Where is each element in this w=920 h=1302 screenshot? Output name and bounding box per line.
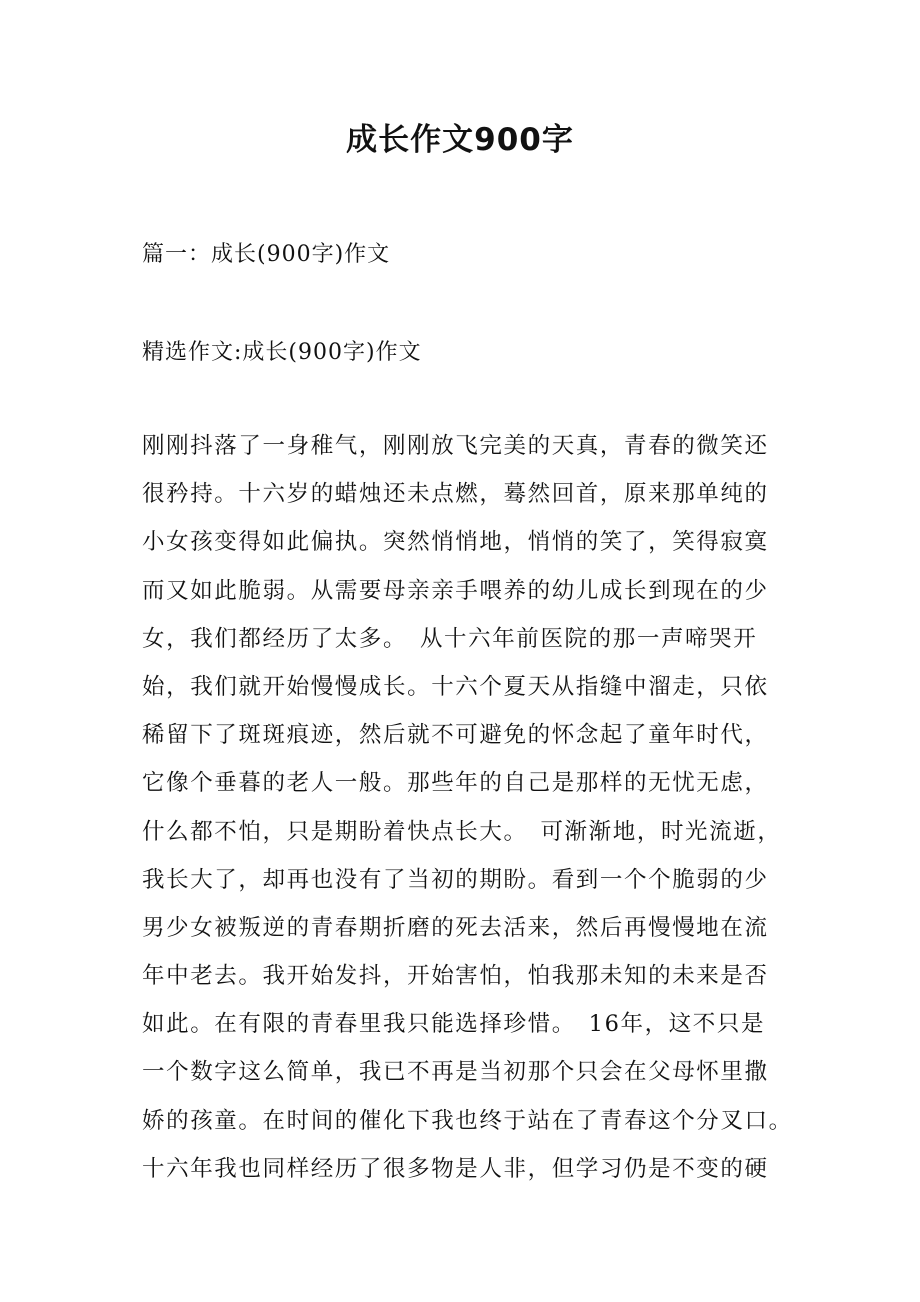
document-title: 成长作文900字 xyxy=(346,122,574,158)
body-line: 而又如此脆弱。从需要母亲亲手喂养的幼儿成长到现在的少 xyxy=(142,577,769,604)
essay-body xyxy=(142,427,802,1198)
body-line: 女，我们都经历了太多。 从十六年前医院的那一声啼哭开 xyxy=(142,625,758,652)
essay-subtitle: 精选作文:成长(900字)作文 xyxy=(142,340,422,365)
body-line: 我长大了，却再也没有了当初的期盼。看到一个个脆弱的少 xyxy=(142,866,769,893)
body-line: 始，我们就开始慢慢成长。十六个夏天从指缝中溜走，只依 xyxy=(142,673,769,700)
body-line: 一个数字这么简单，我已不再是当初那个只会在父母怀里撒 xyxy=(142,1059,769,1086)
body-line: 它像个垂暮的老人一般。那些年的自己是那样的无忧无虑， xyxy=(142,770,769,797)
body-line: 娇的孩童。在时间的催化下我也终于站在了青春这个分叉口。 xyxy=(142,1107,793,1134)
body-line: 年中老去。我开始发抖，开始害怕，怕我那未知的未来是否 xyxy=(142,963,769,990)
body-line: 什么都不怕，只是期盼着快点长大。 可渐渐地，时光流逝， xyxy=(142,818,782,845)
body-line: 十六年我也同样经历了很多物是人非，但学习仍是不变的硬 xyxy=(142,1155,769,1182)
body-line: 男少女被叛逆的青春期折磨的死去活来，然后再慢慢地在流 xyxy=(142,914,769,941)
body-line: 刚刚抖落了一身稚气，刚刚放飞完美的天真，青春的微笑还 xyxy=(142,433,769,459)
body-line: 如此。在有限的青春里我只能选择珍惜。 16年，这不只是 xyxy=(142,1011,766,1038)
section-heading: 篇一：成长(900字)作文 xyxy=(142,242,391,267)
body-line: 稀留下了斑斑痕迹，然后就不可避免的怀念起了童年时代， xyxy=(142,722,769,749)
body-line: 很矜持。十六岁的蜡烛还未点燃，蓦然回首，原来那单纯的 xyxy=(142,481,769,508)
body-line: 小女孩变得如此偏执。突然悄悄地，悄悄的笑了，笑得寂寞 xyxy=(142,529,769,556)
